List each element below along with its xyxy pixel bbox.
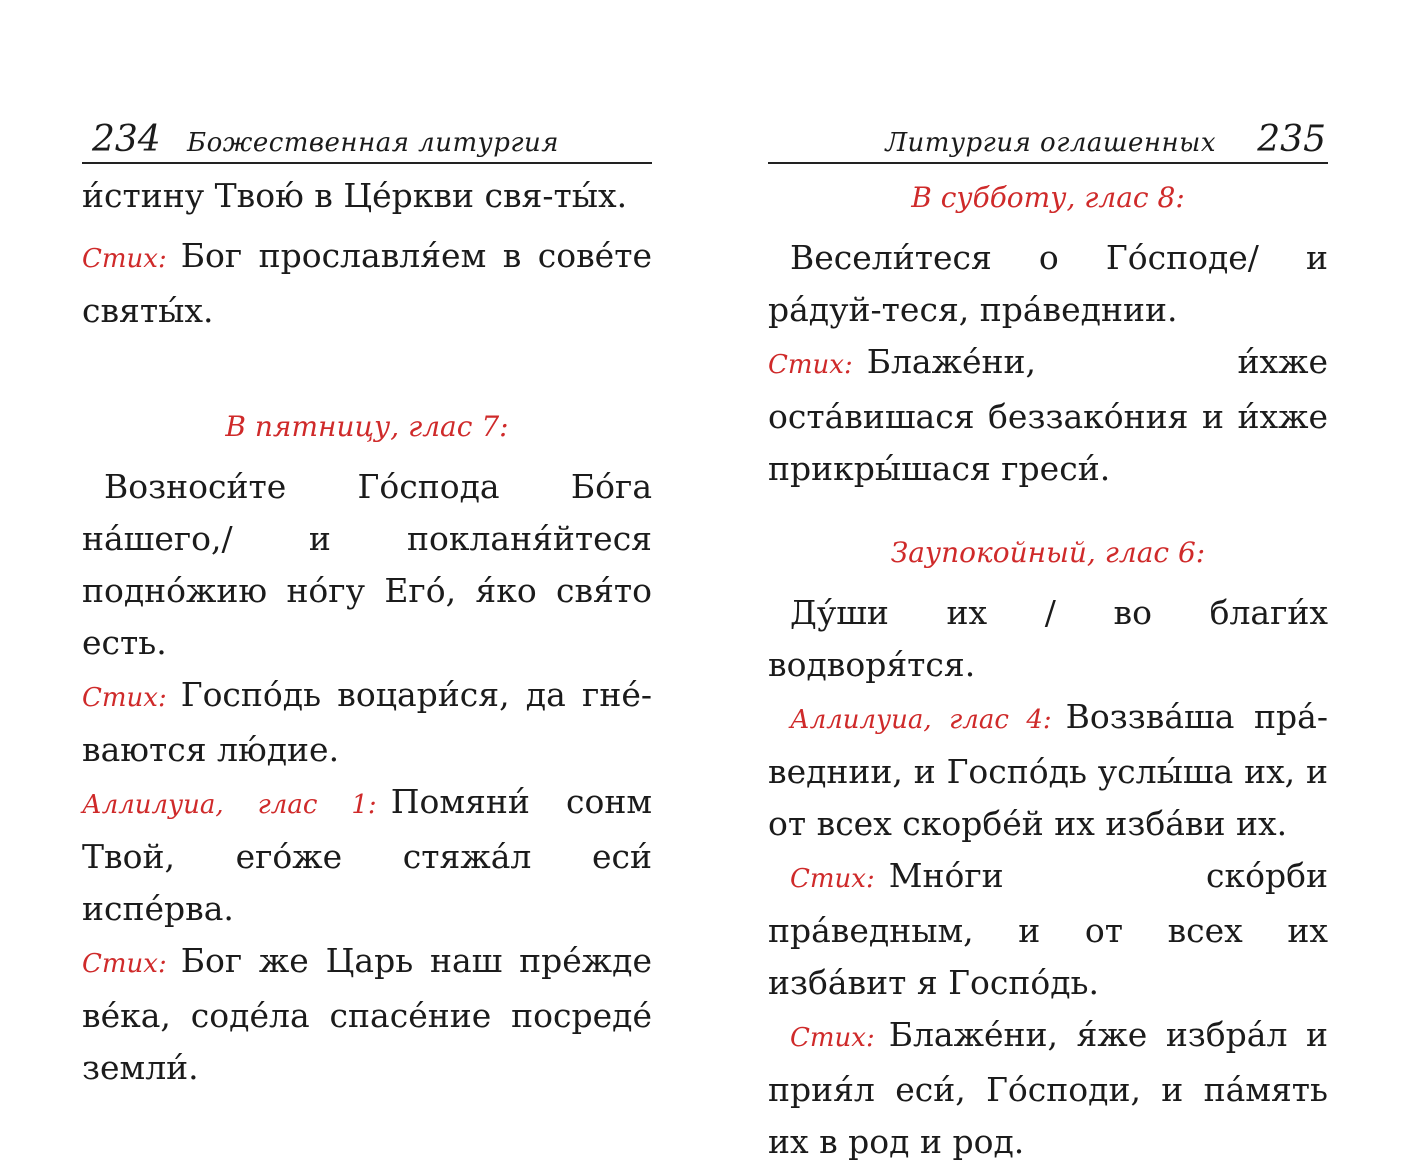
continuation-text: и́стину Твою́ в Це́ркви свя-ты́х. <box>82 176 628 215</box>
verse-label: Стих: <box>82 683 167 713</box>
right-page <box>768 0 1328 1161</box>
verse-label: Стих: <box>790 1023 875 1053</box>
verse-label: Стих: <box>82 949 167 979</box>
alleluia-text: Воззва́ша пра́-веднии, и Госпо́дь услы́ша их, и от всех скорбе́й их изба́ви их. <box>768 697 1328 843</box>
requiem-alleluia-paragraph <box>768 691 1328 850</box>
friday-verse-paragraph <box>82 669 652 776</box>
verse-text: Блаже́ни, и́хже оста́вишася беззако́ния и и́хже прикры́шася греси́. <box>768 342 1328 488</box>
verse-text: Бог же Царь наш пре́жде ве́ка, соде́ла спасе́ние посреде́ земли́. <box>82 941 652 1087</box>
verse-label: Стих: <box>82 244 167 274</box>
verse-text: Блаже́ни, я́же избра́л и прия́л еси́, Го́споди, и па́мять их в род и род. <box>768 1015 1328 1161</box>
requiem-prokeimenon: Ду́ши их / во благи́х водворя́тся. <box>768 593 1328 684</box>
friday-alleluia-paragraph <box>82 776 652 935</box>
right-running-header <box>768 118 1328 164</box>
left-page <box>82 0 653 1087</box>
requiem-verse-paragraph <box>768 850 1328 1009</box>
alleluia-label: Аллилуиа, глас 4: <box>790 705 1052 735</box>
right-page-body <box>768 172 1328 1168</box>
alleluia-label: Аллилуиа, глас 1: <box>82 790 377 820</box>
verse-label: Стих: <box>768 350 853 380</box>
friday-prokeimenon: Возноси́те Го́спода Бо́га на́шего,/ и покланя́йтеся подно́жию но́гу Его́, я́ко свя́то есть. <box>82 467 652 662</box>
verse-label: Стих: <box>790 864 875 894</box>
saturday-verse-paragraph <box>768 336 1328 495</box>
left-page-body <box>82 170 652 1094</box>
requiem-heading: Заупокойный, глас 6: <box>890 536 1206 569</box>
verse-text: Мно́ги ско́рби пра́ведным, и от всех их изба́вит я Госпо́дь. <box>768 856 1328 1002</box>
left-page-number: 234 <box>92 119 161 160</box>
saturday-prokeimenon: Весели́теся о Го́споде/ и ра́дуй-теся, пра́веднии. <box>768 238 1328 329</box>
left-running-header <box>82 118 652 164</box>
verse-text: Бог прославля́ем в сове́те святы́х. <box>82 236 652 330</box>
right-page-number: 235 <box>1257 119 1326 160</box>
saturday-heading: В субботу, глас 8: <box>911 181 1185 214</box>
right-running-title: Литургия оглашенных <box>885 128 1216 158</box>
left-running-title: Божественная литургия <box>187 128 559 158</box>
alleluia-text: Помяни́ сонм Твой, его́же стяжа́л еси́ испе́рва. <box>82 782 653 928</box>
requiem-verse2-paragraph <box>768 1009 1328 1168</box>
verse-paragraph <box>82 230 652 337</box>
verse-text: Госпо́дь воцари́ся, да гне́-ваются лю́дие. <box>82 675 652 769</box>
friday-heading: В пятницу, глас 7: <box>225 410 509 443</box>
friday-verse2-paragraph <box>82 935 652 1094</box>
